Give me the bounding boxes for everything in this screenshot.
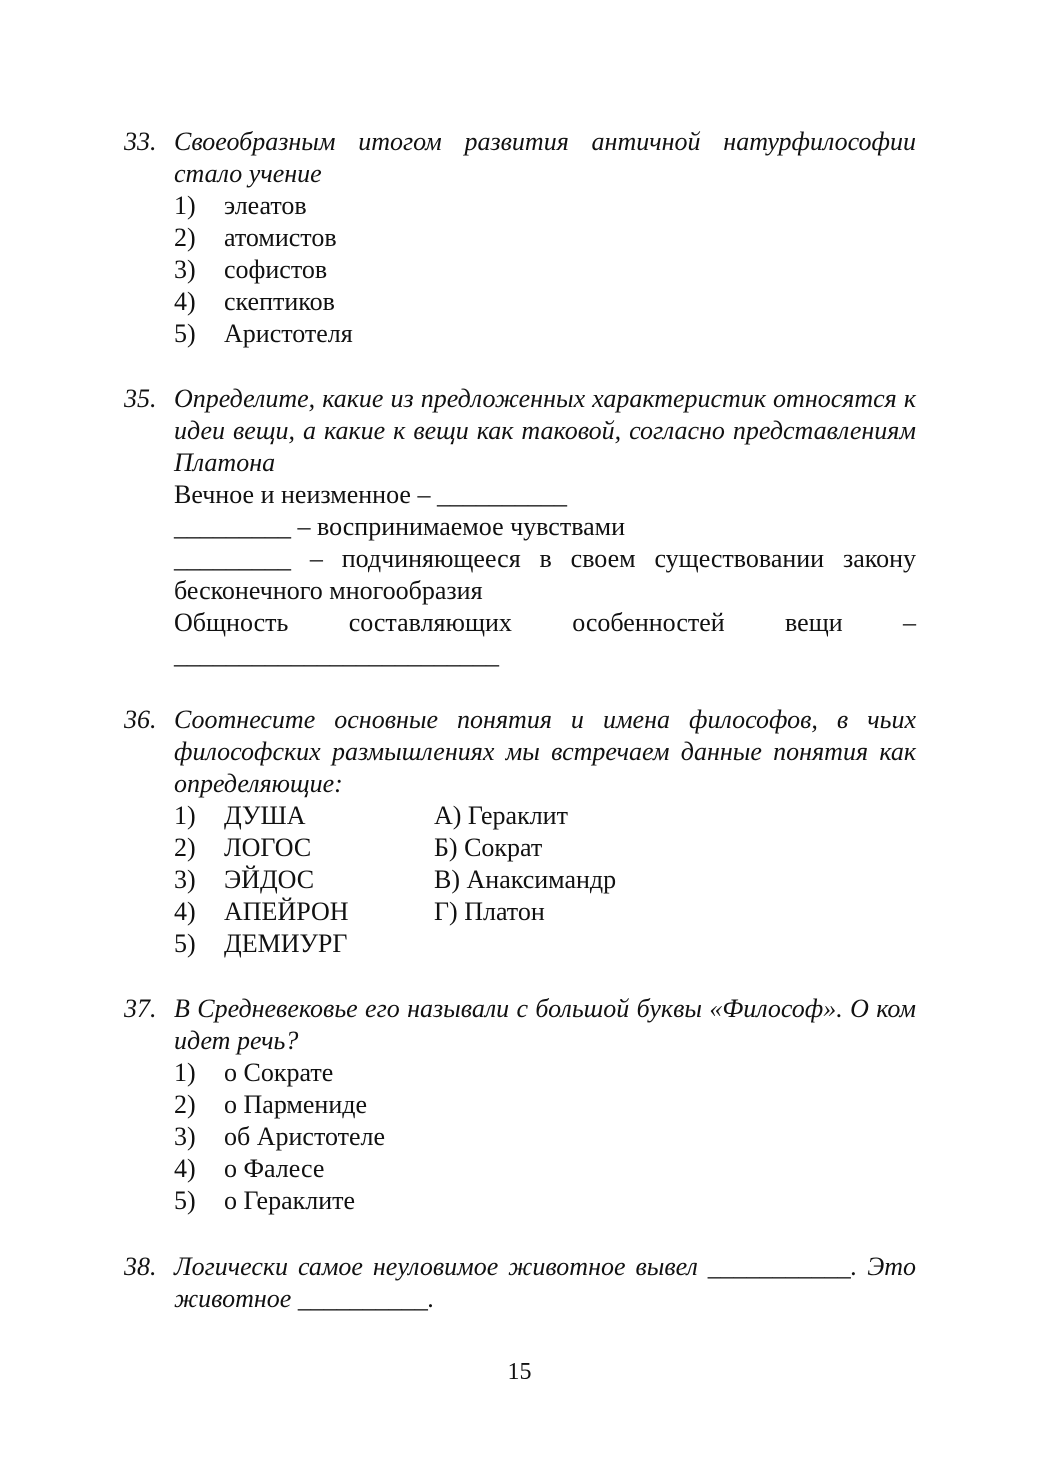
question-body bbox=[174, 993, 916, 1217]
question-number: 36. bbox=[124, 705, 157, 734]
question-text: В Средневековье его называли с большой буквы «Философ». О ком идет речь? bbox=[174, 994, 916, 1055]
answer-option bbox=[174, 190, 916, 222]
answer-option bbox=[174, 1153, 916, 1185]
philosopher-label: А) Гераклит bbox=[434, 801, 568, 830]
option-number: 5) bbox=[174, 1186, 196, 1215]
option-label: о Фалесе bbox=[224, 1154, 325, 1183]
option-number: 2) bbox=[174, 1090, 196, 1119]
concept-label: ДЕМИУРГ bbox=[224, 929, 348, 958]
answer-option bbox=[174, 1089, 916, 1121]
concept-label: АПЕЙРОН bbox=[224, 897, 349, 926]
answer-option bbox=[174, 1185, 916, 1217]
option-number: 3) bbox=[174, 1122, 196, 1151]
answer-option bbox=[174, 1121, 916, 1153]
question-text: Соотнесите основные понятия и имена философов, в чьих философских размышлениях мы встречаем данные понятия как определяющие: bbox=[174, 705, 916, 798]
option-number: 2) bbox=[174, 223, 196, 252]
fill-in-line: _________ – подчиняющееся в своем существовании закону бесконечного многообразия bbox=[174, 544, 916, 605]
matching-row bbox=[174, 800, 916, 832]
matching-row bbox=[174, 864, 916, 896]
question-text: Определите, какие из предложенных характеристик относятся к идеи вещи, а какие к вещи как таковой, согласно представлениям Платона bbox=[174, 384, 916, 477]
question-number: 35. bbox=[124, 384, 157, 413]
option-label: об Аристотеле bbox=[224, 1122, 386, 1151]
option-label: Аристотеля bbox=[224, 319, 353, 348]
option-number: 2) bbox=[174, 833, 196, 862]
option-label: о Сократе bbox=[224, 1058, 334, 1087]
concept-label: ЛОГОС bbox=[224, 833, 312, 862]
option-number: 4) bbox=[174, 287, 196, 316]
philosopher-label: Г) Платон bbox=[434, 897, 545, 926]
fill-in-line: Вечное и неизменное – __________ bbox=[174, 480, 567, 509]
answer-option bbox=[174, 222, 916, 254]
option-label: софистов bbox=[224, 255, 328, 284]
option-number: 3) bbox=[174, 255, 196, 284]
option-number: 5) bbox=[174, 929, 196, 958]
question-body bbox=[174, 704, 916, 960]
answer-option bbox=[174, 1057, 916, 1089]
concept-label: ДУША bbox=[224, 801, 306, 830]
matching-row bbox=[174, 928, 916, 960]
option-label: элеатов bbox=[224, 191, 307, 220]
option-label: атомистов bbox=[224, 223, 337, 252]
question-body bbox=[174, 1251, 916, 1315]
question-number: 38. bbox=[124, 1252, 157, 1281]
philosopher-label: В) Анаксимандр bbox=[434, 865, 617, 894]
option-number: 5) bbox=[174, 319, 196, 348]
philosopher-label: Б) Сократ bbox=[434, 833, 543, 862]
option-label: о Гераклите bbox=[224, 1186, 356, 1215]
matching-row bbox=[174, 896, 916, 928]
option-number: 3) bbox=[174, 865, 196, 894]
option-label: о Пармениде bbox=[224, 1090, 368, 1119]
answer-option bbox=[174, 286, 916, 318]
fill-in-line: _________ – воспринимаемое чувствами bbox=[174, 512, 626, 541]
question-body bbox=[174, 383, 916, 671]
question-35 bbox=[124, 383, 916, 671]
question-text: Логически самое неуловимое животное вывел ___________. Это животное __________. bbox=[174, 1252, 916, 1313]
option-number: 1) bbox=[174, 1058, 196, 1087]
fill-in-line: Общность составляющих особенностей вещи – bbox=[174, 608, 916, 637]
answer-option bbox=[174, 254, 916, 286]
option-number: 1) bbox=[174, 801, 196, 830]
question-text: Своеобразным итогом развития античной натурфилософии стало учение bbox=[174, 127, 916, 188]
answer-option bbox=[174, 318, 916, 350]
option-number: 1) bbox=[174, 191, 196, 220]
question-33 bbox=[124, 126, 916, 350]
question-36 bbox=[124, 704, 916, 960]
option-number: 4) bbox=[174, 1154, 196, 1183]
page-number: 15 bbox=[507, 1359, 532, 1385]
question-number: 37. bbox=[124, 994, 157, 1023]
matching-row bbox=[174, 832, 916, 864]
question-38 bbox=[124, 1251, 916, 1315]
option-number: 4) bbox=[174, 897, 196, 926]
concept-label: ЭЙДОС bbox=[224, 865, 315, 894]
question-37 bbox=[124, 993, 916, 1217]
question-number: 33. bbox=[124, 127, 157, 156]
option-label: скептиков bbox=[224, 287, 335, 316]
answer-blank: _________________________ bbox=[174, 640, 499, 669]
question-body bbox=[174, 126, 916, 350]
